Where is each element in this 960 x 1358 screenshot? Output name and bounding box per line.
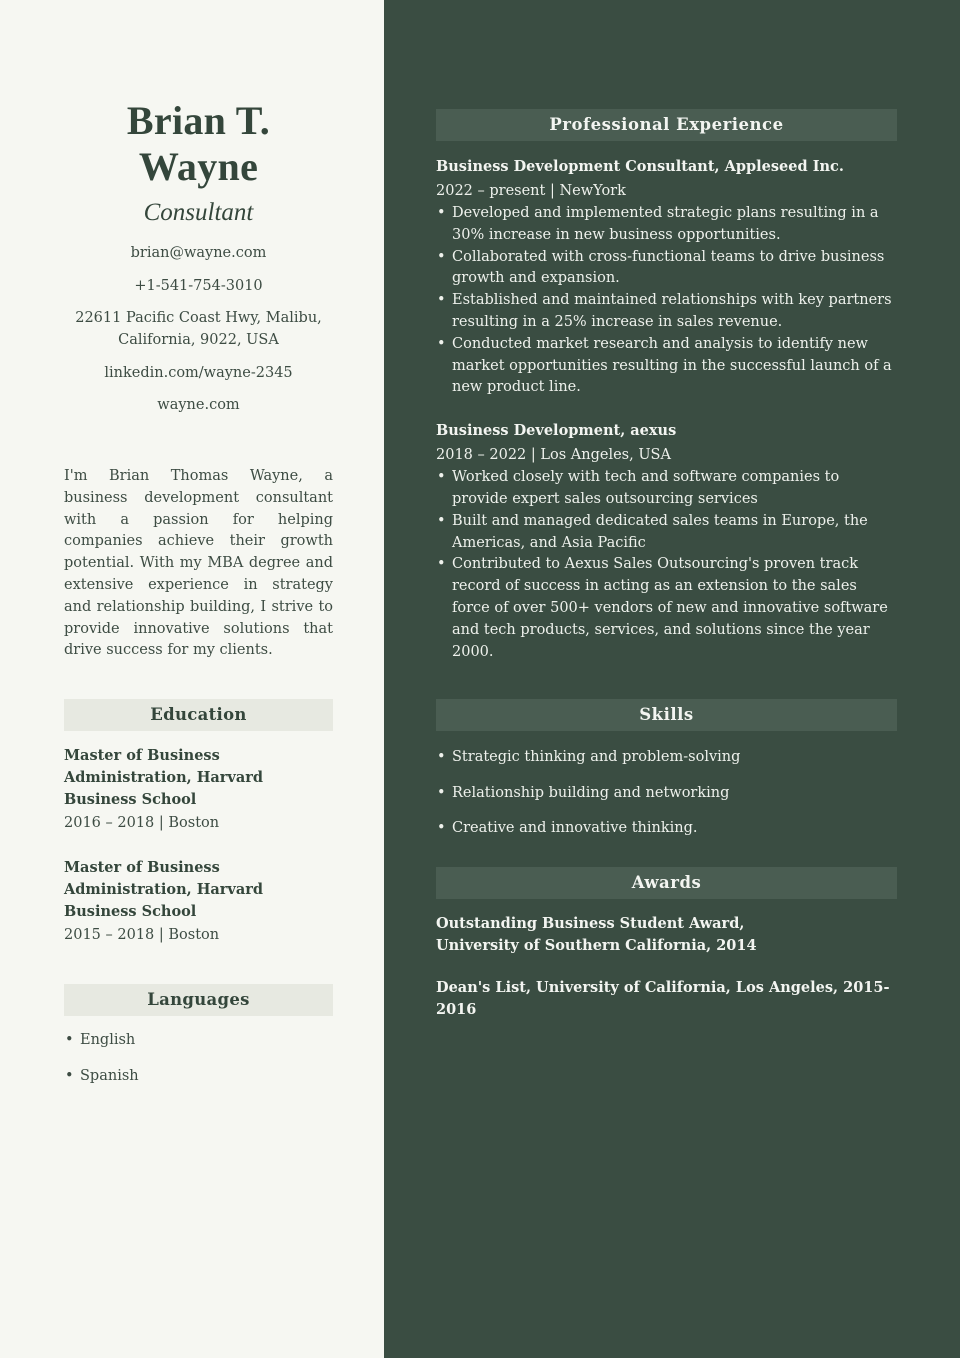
job-title: Business Development Consultant, Appleseed Inc. bbox=[436, 158, 844, 175]
languages-heading: Languages bbox=[64, 984, 333, 1016]
job-bullet: • Built and managed dedicated sales teams in Europe, the Americas, and Asia Pacific bbox=[436, 511, 897, 555]
phone[interactable]: +1-541-754-3010 bbox=[134, 277, 263, 294]
job-entry bbox=[436, 419, 897, 663]
job-bullet: • Collaborated with cross-functional teams to drive business growth and expansion. bbox=[436, 247, 897, 291]
skills-list bbox=[436, 745, 897, 840]
awards-heading: Awards bbox=[436, 867, 897, 899]
education-meta: 2016 – 2018 | Boston bbox=[64, 815, 220, 832]
job-bullets bbox=[436, 467, 897, 663]
award-line: University of Southern California, 2014 bbox=[436, 937, 757, 955]
education-meta: 2015 – 2018 | Boston bbox=[64, 927, 220, 944]
skill-item: • Relationship building and networking bbox=[436, 781, 897, 805]
experience-section bbox=[436, 109, 897, 663]
candidate-title: Consultant bbox=[143, 199, 254, 226]
education-section bbox=[64, 699, 333, 947]
job-bullet: • Established and maintained relationships with key partners resulting in a 25% increase in sales revenue. bbox=[436, 290, 897, 334]
address-line-1: 22611 Pacific Coast Hwy, Malibu, bbox=[75, 310, 322, 326]
linkedin-link[interactable]: linkedin.com/wayne-2345 bbox=[104, 364, 293, 381]
award-line: Outstanding Business Student Award, bbox=[436, 915, 745, 933]
job-bullet: • Developed and implemented strategic plans resulting in a 30% increase in new business opportunities. bbox=[436, 203, 897, 247]
job-bullets bbox=[436, 203, 897, 399]
job-bullet: • Worked closely with tech and software companies to provide expert sales outsourcing services bbox=[436, 467, 897, 511]
job-meta: 2018 – 2022 | Los Angeles, USA bbox=[436, 447, 671, 464]
email[interactable]: brian@wayne.com bbox=[130, 245, 267, 261]
experience-heading: Professional Experience bbox=[436, 109, 897, 141]
skill-item: • Strategic thinking and problem-solving bbox=[436, 745, 897, 769]
job-entry bbox=[436, 155, 897, 399]
award-item bbox=[436, 913, 897, 957]
address bbox=[64, 307, 333, 351]
website-link[interactable]: wayne.com bbox=[157, 397, 240, 413]
languages-section bbox=[64, 984, 333, 1088]
languages-list bbox=[64, 1028, 333, 1088]
language-item: • Spanish bbox=[64, 1064, 333, 1088]
address-line-2: California, 9022, USA bbox=[118, 332, 279, 348]
contact-block bbox=[64, 242, 333, 416]
left-column bbox=[0, 0, 384, 1358]
education-degree: Master of Business Administration, Harvard Business School bbox=[64, 747, 264, 809]
summary: I'm Brian Thomas Wayne, a business development consultant with a passion for helping companies achieve their growth potential. With my MBA degree and extensive experience in strategy and relationship building, I strive to provide innovative solutions that drive success for my clients. bbox=[64, 468, 333, 659]
language-item: • English bbox=[64, 1028, 333, 1052]
education-item bbox=[64, 745, 333, 835]
education-item bbox=[64, 857, 333, 947]
job-title: Business Development, aexus bbox=[436, 422, 677, 440]
skill-item: • Creative and innovative thinking. bbox=[436, 816, 897, 840]
education-heading: Education bbox=[64, 699, 333, 731]
job-bullet: • Conducted market research and analysis to identify new market opportunities resulting in the successful launch of a new product line. bbox=[436, 334, 897, 399]
right-column bbox=[384, 0, 960, 1358]
award-item bbox=[436, 977, 897, 1021]
education-degree: Master of Business Administration, Harvard Business School bbox=[64, 859, 264, 921]
awards-section bbox=[436, 867, 897, 1021]
award-line: Dean's List, University of California, Los Angeles, 2015-2016 bbox=[436, 979, 890, 1019]
candidate-name: Brian T. Wayne bbox=[126, 98, 271, 189]
job-meta: 2022 – present | NewYork bbox=[436, 183, 626, 199]
job-bullet: • Contributed to Aexus Sales Outsourcing's proven track record of success in acting as an extension to the sales force of over 500+ vendors of new and innovative software and tech products, services, and solutions since the year 2000. bbox=[436, 554, 897, 663]
skills-heading: Skills bbox=[436, 699, 897, 731]
skills-section bbox=[436, 699, 897, 840]
